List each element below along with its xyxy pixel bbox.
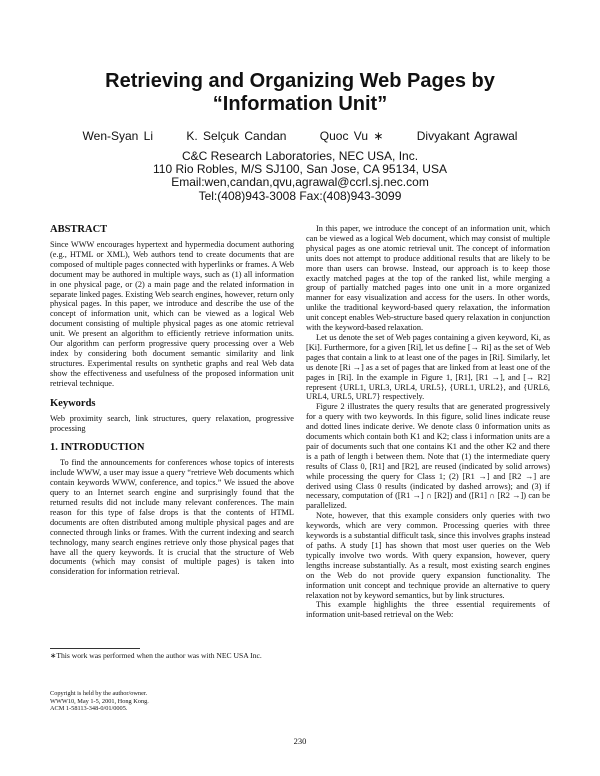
author-name: K. Selçuk Candan (186, 129, 287, 143)
copyright-line: Copyright is held by the author/owner. (50, 690, 148, 697)
introduction-heading: 1. INTRODUCTION (50, 442, 145, 454)
paper-title (60, 70, 540, 116)
affiliation-org: C&C Research Laboratories, NEC USA, Inc. (181, 149, 419, 163)
author-list (40, 129, 560, 143)
abstract-text: Since WWW encourages hypertext and hypermedia document authoring (e.g., HTML or XML), Web authors tend to create documents that are composed of multiple pages connected with hyperlinks or frames. A Web document may be authored in multiple ways, such as (1) all information in one physical page, or (2) a main page and the related information in separate linked pages. Existing Web search engines, however, return only physical pages. In this paper, we introduce and describe the use of the concept of information unit, which can be viewed as a logical Web document consisting of multiple physical pages as one atomic retrieval unit. We present an algorithm to efficiently retrieve information units. Our algorithm can perform progressive query processing over a Web index by considering both document semantic similarity and link structures. Experimental results on synthetic graphs and real Web data show the effectiveness and usefulness of the proposed information unit retrieval technique. (50, 240, 294, 388)
footnote (50, 648, 294, 660)
footnote-text: ∗This work was performed when the author was with NEC USA Inc. (50, 651, 262, 660)
author-name: Quoc Vu ∗ (319, 129, 384, 143)
acm-line: ACM 1-58113-348-0/01/0005. (50, 705, 128, 713)
body-paragraph: Let us denote the set of Web pages containing a given keyword, Ki, as [Ki]. Furthermore, for a given [Ri], let us define [→ Ri] as the set of Web pages that contain a link to at least one of the pages in [Ri]. Similarly, let us denote [Ri →] as a set of pages that are linked from at least one of the pages in [Ri]. In the example in Figure 1, [R1], [R1 →], and [→ R2] represent {URL1, URL3, URL4, URL5}, {URL1, URL2}, and {URL6, URL4, URL5, URL7} respectively. (306, 332, 550, 402)
author-name: Divyakant Agrawal (416, 129, 518, 143)
right-column (306, 224, 550, 620)
keywords-heading: Keywords (50, 397, 96, 409)
left-column (50, 224, 294, 577)
venue-line: WWW10, May 1-5, 2001, Hong Kong. (50, 697, 149, 705)
title-line-1: Retrieving and Organizing Web Pages by (105, 70, 495, 92)
body-paragraph: This example highlights the three essential requirements of information unit-based retrieval on the Web: (306, 600, 550, 620)
body-paragraph: In this paper, we introduce the concept of an information unit, which can be viewed as a logical Web document, which may consist of multiple physical pages as one atomic retrieval unit. The concept of information units does not attempt to produce additional results that are likely to be more than users can browse. Instead, our approach is to keep those exactly matched pages at the top of the ranked list, while merging a group of partially matched pages into one unit in a more organized manner for easy visualization and access for the users. In other words, unlike the traditional keyword-based query relaxation, the information unit concept enables Web-structure based query relaxation in conjunction with the keyword-based relaxation. (306, 224, 550, 333)
title-line-2: “Information Unit” (212, 93, 388, 115)
affiliation-block (60, 150, 540, 203)
keywords-text: Web proximity search, link structures, query relaxation, progressive processing (50, 413, 294, 433)
affiliation-phone: Tel:(408)943-3008 Fax:(408)943-3099 (198, 188, 402, 203)
author-name: Wen-Syan Li (82, 129, 154, 143)
abstract-heading: ABSTRACT (50, 224, 108, 235)
introduction-paragraph: To find the announcements for conferences whose topics of interests include WWW, a user may issue a query “retrieve Web documents which contain keywords WWW, conference, and topics.” We issued the above query to an Internet search engine and surprisingly found that the returned results did not include many relevant conferences. The main reason for this type of false drops is that the contents of HTML documents are often distributed among multiple physical pages and are connected through links or frames. With the current indexing and search technology, many search engines retrieve only those physical pages that have all the query keywords. It is crucial that the structure of Web documents (which may consist of multiple pages) is taken into consideration for information retrieval. (50, 458, 294, 577)
affiliation-address: 110 Rio Robles, M/S SJ100, San Jose, CA 95134, USA (153, 162, 447, 177)
body-paragraph: Note, however, that this example considers only queries with two keywords, which are very common. Processing queries with three keywords is a substantial difficult task, since this involves graphs instead of paths. A study [1] has shown that most user queries on the Web typically involve two words. With query expansion, however, query lengths increase substantially. As a result, most existing search engines on the Web do not provide query expansion functionality. The information unit concept and technique provide an alternative to query relaxation not by keyword semantics, but by link structures. (306, 511, 550, 600)
body-paragraph: Figure 2 illustrates the query results that are generated progressively for a query with two keywords. In this figure, solid lines indicate reuse and dotted lines indicate derive. We denote class 0 information units as documents which contain both K1 and K2; class i information units are a pair of documents such that one contains K1 and the other K2 and there is a path of length i between them. Note that (1) the intermediate query results of Class 0, [R1] and [R2], are reused (indicated by solid arrows) while processing the query for Class 1; (2) [R1 →] and [R2 →] are derived using Class 0 results (indicated by dashed arrows); and (3) if necessary, computation of ([R1 →] ∩ [R2]) and ([R1] ∩ [R2 →]) can be parallelized. (306, 402, 550, 511)
page-number: 230 (293, 736, 307, 746)
copyright-notice (50, 690, 294, 713)
affiliation-email: Email:wen,candan,qvu,agrawal@ccrl.sj.nec.com (171, 175, 429, 190)
footnote-rule (50, 648, 140, 649)
